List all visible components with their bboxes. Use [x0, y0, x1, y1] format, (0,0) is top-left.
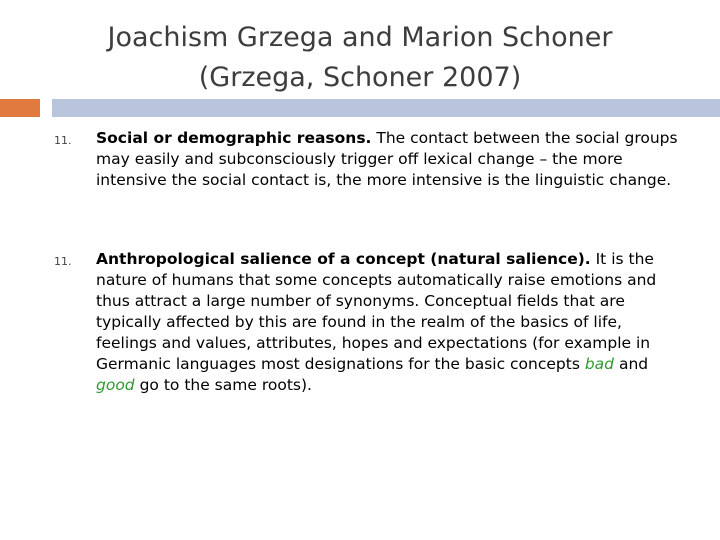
list-item-text: [96, 249, 686, 396]
accent-bar-orange: [0, 99, 40, 117]
list-item-number: 11.: [54, 134, 72, 147]
list-item-text: [96, 128, 686, 191]
slide-title: [40, 18, 680, 98]
list-item-body-part1: It is the nature of humans that some concepts automatically raise emotions and thus attract a large number of synonyms. Conceptual fields that are typically affected by this are found in the realm of the basics of life, feelings and values, attributes, hopes and expectations (for example in Germanic languages most designations for the basic concepts: [96, 250, 657, 373]
list-item-heading: Anthropological salience of a concept (natural salience).: [96, 250, 591, 268]
accent-bar-blue: [52, 99, 720, 117]
accent-bar-gap: [40, 99, 52, 117]
highlight-word-good: good: [96, 376, 135, 394]
list-item-body-part2: go to the same roots).: [134, 376, 312, 394]
title-line-2: (Grzega, Schoner 2007): [198, 62, 522, 93]
title-line-1: Joachism Grzega and Marion Schoner: [107, 22, 613, 53]
highlight-word-bad: bad: [584, 355, 615, 373]
list-item-number: 11.: [54, 255, 72, 268]
conjunction-and: and: [614, 355, 649, 373]
list-item-body: The contact between the social groups may easily and subconsciously trigger off lexical change – the more intensive the social contact is, the more intensive is the linguistic change.: [96, 129, 678, 189]
list-item-heading: Social or demographic reasons.: [96, 129, 372, 147]
